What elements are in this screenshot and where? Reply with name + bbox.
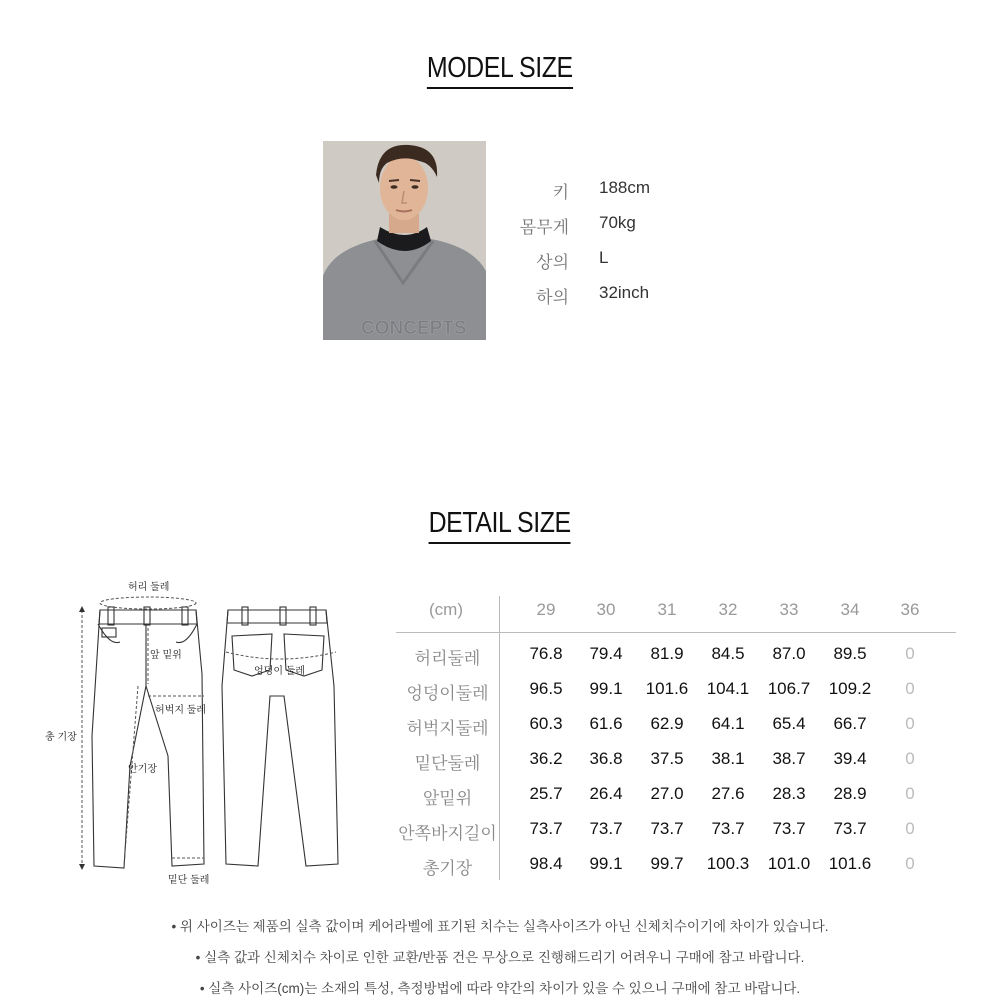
table-cell: 104.1 — [706, 679, 750, 698]
table-cell: 28.9 — [833, 784, 867, 803]
shirt-print: CONCEPTS — [361, 318, 467, 339]
row-label: 허리둘레 — [414, 649, 481, 668]
table-cell: 25.7 — [529, 784, 563, 803]
size-header: 33 — [779, 600, 799, 619]
table-cell: 0 — [905, 819, 915, 838]
size-table — [396, 596, 956, 880]
table-cell: 62.9 — [650, 714, 684, 733]
table-cell: 99.7 — [650, 854, 684, 873]
unit-label: (cm) — [429, 600, 463, 619]
table-cell: 76.8 — [529, 644, 563, 663]
table-cell: 65.4 — [772, 714, 806, 733]
table-cell: 64.1 — [711, 714, 745, 733]
table-cell: 109.2 — [828, 679, 872, 698]
detail-size-heading: DETAIL SIZE — [0, 507, 1000, 544]
table-cell: 0 — [905, 679, 915, 698]
table-cell: 73.7 — [772, 819, 806, 838]
size-header: 32 — [718, 600, 738, 619]
table-divider-horizontal — [396, 632, 956, 633]
pants-measurement-diagram — [44, 576, 354, 886]
table-cell: 38.1 — [711, 749, 745, 768]
row-label: 엉덩이둘레 — [406, 684, 489, 703]
row-label: 허벅지둘레 — [406, 719, 489, 738]
model-weight-row: 몸무게 70kg — [519, 213, 636, 237]
row-label: 앞밑위 — [422, 789, 473, 808]
size-header: 31 — [657, 600, 677, 619]
table-cell: 37.5 — [650, 749, 684, 768]
table-cell: 100.3 — [706, 854, 750, 873]
label-inseam: 안기장 — [128, 764, 157, 775]
table-cell: 0 — [905, 854, 915, 873]
table-cell: 0 — [905, 714, 915, 733]
model-photo — [323, 141, 486, 340]
label-thigh: 허벅지 둘레 — [155, 705, 207, 716]
model-bottom-size-row: 하의 32inch — [536, 283, 650, 307]
table-cell: 87.0 — [772, 644, 806, 663]
table-cell: 99.1 — [589, 854, 623, 873]
table-cell: 0 — [905, 644, 915, 663]
label-front-rise: 앞 밑위 — [150, 650, 182, 661]
model-info-list — [500, 178, 700, 318]
size-header: 30 — [596, 600, 616, 619]
note-2: • 실측 값과 신체치수 차이로 인한 교환/반품 건은 무상으로 진행해드리기 어려우니 구매에 참고 바랍니다. — [195, 950, 805, 965]
table-cell: 66.7 — [833, 714, 867, 733]
size-header: 34 — [840, 600, 860, 619]
table-cell: 26.4 — [589, 784, 623, 803]
model-height-row: 키 188cm — [552, 178, 651, 202]
table-cell: 106.7 — [767, 679, 811, 698]
table-cell: 27.6 — [711, 784, 745, 803]
table-cell: 79.4 — [589, 644, 623, 663]
table-cell: 99.1 — [589, 679, 623, 698]
table-cell: 0 — [905, 784, 915, 803]
note-1: • 위 사이즈는 제품의 실측 값이며 케어라벨에 표기된 치수는 실측사이즈가 아닌 신체치수이기에 차이가 있습니다. — [171, 919, 829, 934]
model-size-heading: MODEL SIZE — [0, 52, 1000, 89]
table-cell: 101.6 — [828, 854, 872, 873]
table-cell: 73.7 — [589, 819, 623, 838]
table-cell: 101.6 — [645, 679, 689, 698]
row-label: 밑단둘레 — [414, 754, 481, 773]
note-3: • 실측 사이즈(cm)는 소재의 특성, 측정방법에 따라 약간의 차이가 있을 수 있으니 구매에 참고 바랍니다. — [199, 981, 801, 996]
table-cell: 61.6 — [589, 714, 623, 733]
table-cell: 89.5 — [833, 644, 867, 663]
size-notes — [0, 915, 1000, 1008]
label-waist: 허리 둘레 — [128, 582, 170, 593]
table-cell: 36.8 — [589, 749, 623, 768]
table-cell: 60.3 — [529, 714, 563, 733]
table-cell: 28.3 — [772, 784, 806, 803]
model-top-size-row: 상의 L — [536, 248, 609, 272]
label-hem: 밑단 둘레 — [168, 875, 210, 886]
table-cell: 98.4 — [529, 854, 563, 873]
table-cell: 0 — [905, 749, 915, 768]
row-label: 총기장 — [422, 859, 473, 878]
label-total-length: 총 기장 — [45, 732, 77, 743]
table-cell: 73.7 — [529, 819, 563, 838]
size-header: 36 — [900, 600, 920, 619]
table-cell: 73.7 — [711, 819, 745, 838]
table-cell: 38.7 — [772, 749, 806, 768]
table-divider-vertical — [499, 596, 500, 880]
label-hip: 엉덩이 둘레 — [254, 666, 306, 677]
row-label: 안쪽바지길이 — [398, 824, 497, 843]
table-cell: 27.0 — [650, 784, 684, 803]
table-cell: 73.7 — [833, 819, 867, 838]
table-cell: 84.5 — [711, 644, 745, 663]
table-cell: 39.4 — [833, 749, 867, 768]
table-cell: 73.7 — [650, 819, 684, 838]
table-cell: 81.9 — [650, 644, 684, 663]
table-cell: 36.2 — [529, 749, 563, 768]
table-cell: 101.0 — [767, 854, 811, 873]
size-header: 29 — [536, 600, 556, 619]
table-cell: 96.5 — [529, 679, 563, 698]
